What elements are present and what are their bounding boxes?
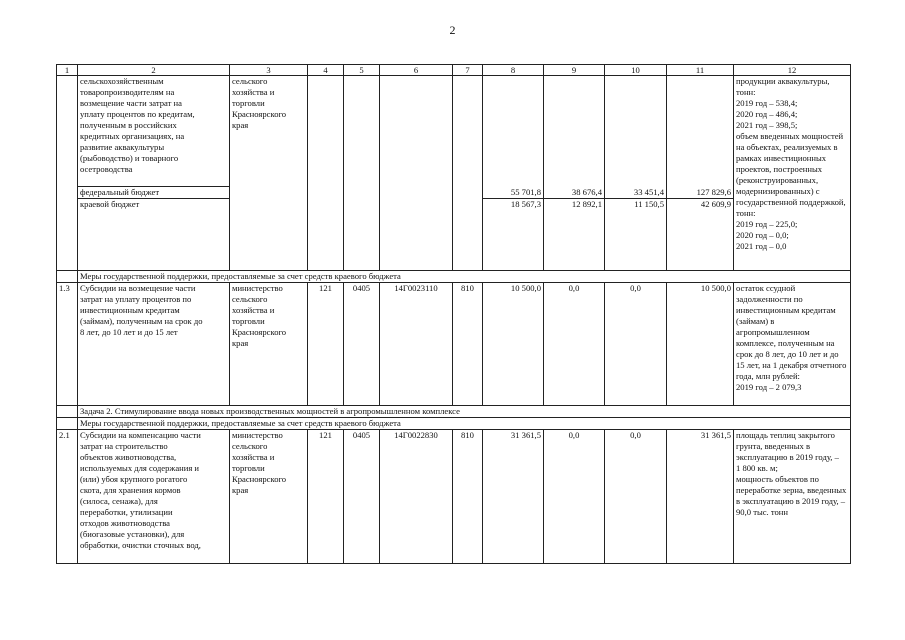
value-cell: 0,0 bbox=[544, 283, 605, 406]
value-cell: 12 892,1 bbox=[544, 199, 605, 211]
header-cell: 11 bbox=[667, 65, 734, 76]
value-cell: 10 500,0 bbox=[667, 283, 734, 406]
value-cell: 10 500,0 bbox=[483, 283, 544, 406]
header-cell: 4 bbox=[308, 65, 344, 76]
cell bbox=[344, 76, 380, 271]
value-cell: 33 451,4 bbox=[605, 187, 667, 199]
value-cell: 38 676,4 bbox=[544, 187, 605, 199]
executor-cell: министерство сельского хозяйства и торговли Красноярского края bbox=[230, 430, 308, 564]
description-cell: сельскохозяйственным товаропроизводителям на возмещение части затрат на уплату процентов по кредитам, полученным в российских кредитных организациях, на развитие аквакультуры (рыбоводство) и товарного осетроводства bbox=[78, 76, 230, 187]
cell bbox=[308, 76, 344, 271]
value-cell: 55 701,8 bbox=[483, 187, 544, 199]
cell bbox=[380, 76, 453, 271]
budget-table bbox=[56, 64, 851, 564]
budget-label: федеральный бюджет bbox=[78, 187, 230, 199]
page-number: 2 bbox=[449, 23, 456, 37]
header-cell: 2 bbox=[78, 65, 230, 76]
cell bbox=[605, 211, 667, 271]
header-cell: 10 bbox=[605, 65, 667, 76]
value-cell: 31 361,5 bbox=[483, 430, 544, 564]
value-cell: 18 567,3 bbox=[483, 199, 544, 211]
task-title: Задача 2. Стимулирование ввода новых производственных мощностей в агропромышленном комплексе bbox=[78, 406, 851, 418]
header-cell: 8 bbox=[483, 65, 544, 76]
table-row bbox=[57, 76, 851, 187]
section-title: Меры государственной поддержки, предоставляемые за счет средств краевого бюджета bbox=[78, 418, 851, 430]
code-cell: 14Г0023110 bbox=[380, 283, 453, 406]
table-row bbox=[57, 430, 851, 564]
cell bbox=[483, 76, 544, 187]
code-cell: 121 bbox=[308, 430, 344, 564]
header-cell: 1 bbox=[57, 65, 78, 76]
value-cell: 11 150,5 bbox=[605, 199, 667, 211]
result-cell: продукции аквакультуры, тонн: 2019 год – 538,4; 2020 год – 486,4; 2021 год – 398,5; объем введенных мощностей на объектах, реализуемых в рамках инвестиционных проектов, построенных (реконструированных, модернизированных) с государственной поддержкой, тонн: 2019 год – 225,0; 2020 год – 0,0; 2021 год – 0,0 bbox=[734, 76, 851, 271]
code-cell: 810 bbox=[453, 430, 483, 564]
value-cell: 0,0 bbox=[605, 430, 667, 564]
value-cell: 127 829,6 bbox=[667, 187, 734, 199]
cell bbox=[453, 76, 483, 271]
header-cell: 9 bbox=[544, 65, 605, 76]
task-row bbox=[57, 406, 851, 418]
header-cell: 3 bbox=[230, 65, 308, 76]
row-number-cell: 1.3 bbox=[57, 283, 78, 406]
budget-label: краевой бюджет bbox=[78, 199, 230, 211]
cell bbox=[667, 211, 734, 271]
code-cell: 0405 bbox=[344, 283, 380, 406]
value-cell: 0,0 bbox=[605, 283, 667, 406]
header-cell: 6 bbox=[380, 65, 453, 76]
description-cell: Субсидии на возмещение части затрат на уплату процентов по инвестиционным кредитам (займам), полученным на срок до 8 лет, до 10 лет и до 15 лет bbox=[78, 283, 230, 406]
code-cell: 121 bbox=[308, 283, 344, 406]
header-cell: 7 bbox=[453, 65, 483, 76]
cell bbox=[78, 211, 230, 271]
cell bbox=[483, 211, 544, 271]
executor-cell: министерство сельского хозяйства и торговли Красноярского края bbox=[230, 283, 308, 406]
description-cell: Субсидии на компенсацию части затрат на строительство объектов животноводства, используемых для содержания и (или) убоя крупного рогатого скота, для хранения кормов (силоса, сенажа), для переработки, утилизации отходов животноводства (биогазовые установки), для обработки, очистки сточных вод, bbox=[78, 430, 230, 564]
row-number-cell: 2.1 bbox=[57, 430, 78, 564]
cell bbox=[544, 76, 605, 187]
value-cell: 42 609,9 bbox=[667, 199, 734, 211]
section-row bbox=[57, 271, 851, 283]
section-title: Меры государственной поддержки, предоставляемые за счет средств краевого бюджета bbox=[78, 271, 851, 283]
code-cell: 14Г0022830 bbox=[380, 430, 453, 564]
executor-cell: сельского хозяйства и торговли Красноярского края bbox=[230, 76, 308, 271]
cell bbox=[605, 76, 667, 187]
result-cell: остаток ссудной задолженности по инвестиционным кредитам (займам) в агропромышленном комплексе, полученным на срок до 8 лет, до 10 лет и до 15 лет, на 1 декабря отчетного года, млн рублей: 2019 год – 2 079,3 bbox=[734, 283, 851, 406]
header-cell: 12 bbox=[734, 65, 851, 76]
cell bbox=[667, 76, 734, 187]
value-cell: 0,0 bbox=[544, 430, 605, 564]
header-cell: 5 bbox=[344, 65, 380, 76]
code-cell: 0405 bbox=[344, 430, 380, 564]
cell bbox=[57, 418, 78, 430]
section-row bbox=[57, 418, 851, 430]
row-number-cell bbox=[57, 76, 78, 271]
cell bbox=[57, 406, 78, 418]
table-row bbox=[57, 283, 851, 406]
header-row bbox=[57, 65, 851, 76]
cell bbox=[57, 271, 78, 283]
code-cell: 810 bbox=[453, 283, 483, 406]
value-cell: 31 361,5 bbox=[667, 430, 734, 564]
cell bbox=[544, 211, 605, 271]
result-cell: площадь теплиц закрытого грунта, введенных в эксплуатацию в 2019 году, – 1 800 кв. м; мощность объектов по переработке зерна, введенных в эксплуатацию в 2019 году, – 90,0 тыс. тонн bbox=[734, 430, 851, 564]
